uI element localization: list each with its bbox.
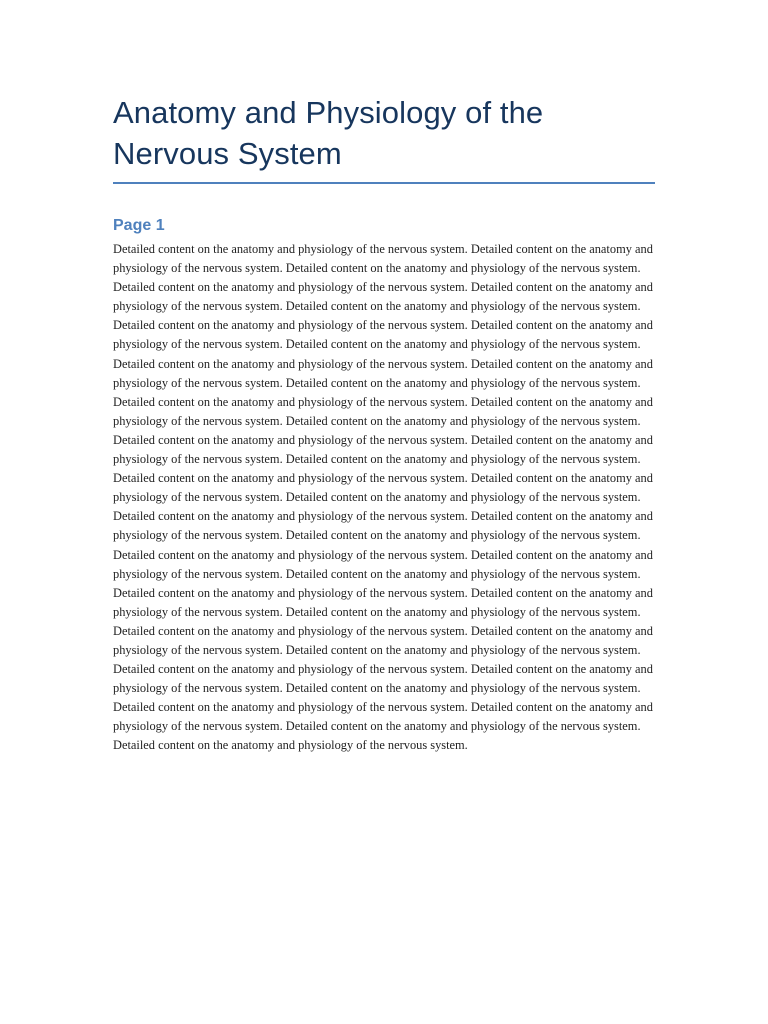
document-title: Anatomy and Physiology of the Nervous System bbox=[113, 95, 544, 171]
document-page bbox=[113, 92, 658, 756]
document-section bbox=[113, 216, 658, 756]
section-body-text: Detailed content on the anatomy and physiology of the nervous system. Detailed content on the anatomy and physiology of the nervous system. Detailed content on the anatomy and physiology of the nervous system. Detailed content on the anatomy and physiology of the nervous system. Detailed content on the anatomy and physiology of the nervous system. Detailed content on the anatomy and physiology of the nervous system. Detailed content on the anatomy and physiology of the nervous system. Detailed content on the anatomy and physiology of the nervous system. Detailed content on the anatomy and physiology of the nervous system. Detailed content on the anatomy and physiology of the nervous system. Detailed content on the anatomy and physiology of the nervous system. Detailed content on the anatomy and physiology of the nervous system. Detailed content on the anatomy and physiology of the nervous system. Detailed content on the anatomy and physiology of the nervous system. Detailed content on the anatomy and physiology of the nervous system. Detailed content on the anatomy and physiology of the nervous system. Detailed content on the anatomy and physiology of the nervous system. Detailed content on the anatomy and physiology of the nervous system. Detailed content on the anatomy and physiology of the nervous system. Detailed content on the anatomy and physiology of the nervous system. Detailed content on the anatomy and physiology of the nervous system. Detailed content on the anatomy and physiology of the nervous system. Detailed content on the anatomy and physiology of the nervous system. Detailed content on the anatomy and physiology of the nervous system. Detailed content on the anatomy and physiology of the nervous system. Detailed content on the anatomy and physiology of the nervous system. Detailed content on the anatomy and physiology of the nervous system. Detailed content on the anatomy and physiology of the nervous system. Detailed content on the anatomy and physiology of the nervous system. Detailed content on the anatomy and physiology of the nervous system. Detailed content on the anatomy and physiology of the nervous system. Detailed content on the anatomy and physiology of the nervous system. Detailed content on the anatomy and physiology of the nervous system. Detailed content on the anatomy and physiology of the nervous system. Detailed content on the anatomy and physiology of the nervous system. Detailed content on the anatomy and physiology of the nervous system. Detailed content on the anatomy and physiology of the nervous system. Detailed content on the anatomy and physiology of the nervous system. Detailed content on the anatomy and physiology of the nervous system. Detailed content on the anatomy and physiology of the nervous system. bbox=[113, 242, 653, 753]
title-underline-rule bbox=[113, 182, 655, 184]
section-heading: Page 1 bbox=[113, 217, 165, 234]
